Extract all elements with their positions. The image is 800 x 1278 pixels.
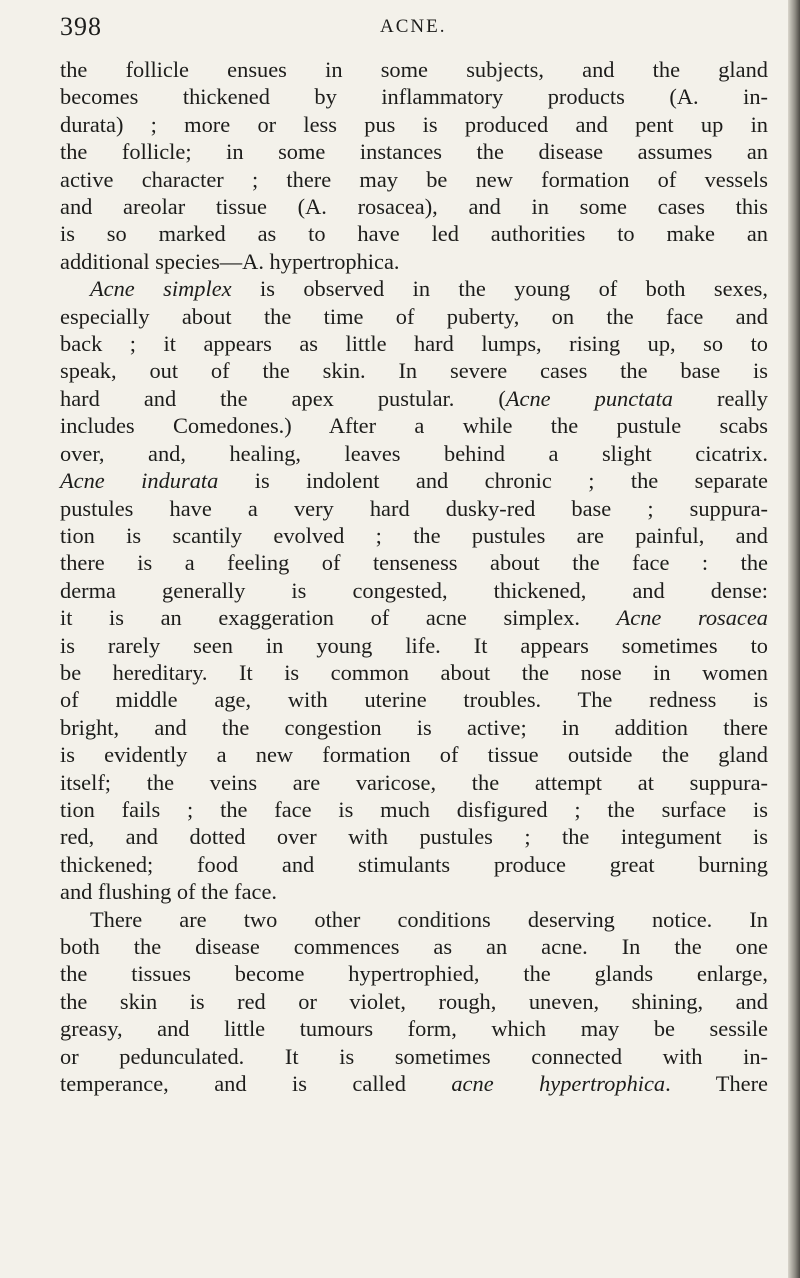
text-line [60,604,768,631]
text-line: active character ; there may be new formation of vessels [60,166,768,192]
text-run: temperance, and is called [60,1071,452,1097]
text-line: and areolar tissue (A. rosacea), and in some cases this [60,194,768,220]
text-line: be hereditary. It is common about the nose in women [60,659,768,685]
text-line [60,275,768,302]
text-line: the follicle; in some instances the disease assumes an [60,139,768,165]
text-line: the skin is red or violet, rough, uneven, shining, and [60,988,768,1014]
text-line: of middle age, with uterine troubles. The redness is [60,687,768,713]
text-line: both the disease commences as an acne. In the one [60,934,768,959]
text-line: tion is scantily evolved ; the pustules are painful, and [60,522,768,548]
text-line: There are two other conditions deserving notice. In [90,906,768,932]
text-line: there is a feeling of tenseness about the face : the [60,550,768,576]
text-line: is evidently a new formation of tissue outside the gland [60,742,768,768]
body-text [60,56,768,1097]
page-number: 398 [60,12,102,41]
page-edge-shadow [788,0,800,1278]
text-line: or pedunculated. It is sometimes connected with in- [60,1043,768,1069]
text-line: tion fails ; the face is much disfigured ; the surface is [60,796,768,822]
text-line: the tissues become hypertrophied, the glands enlarge, [60,961,768,987]
text-line: speak, out of the skin. In severe cases the base is [60,358,768,384]
italic-term: Acne simplex [90,276,232,302]
italic-term: Acne indurata [60,468,219,494]
text-run: really [672,385,768,411]
text-run: is indolent and chronic ; the separate [218,468,768,494]
text-line [60,1070,768,1097]
text-run: hard and the apex pustular. ( [60,385,506,411]
text-line: especially about the time of puberty, on the face and [60,303,768,329]
running-head: ACNE. [380,16,447,37]
text-line: the follicle ensues in some subjects, and the gland [60,57,768,82]
text-line: and flushing of the face. [60,879,277,905]
italic-term: Acne rosacea [616,605,768,631]
italic-term: acne hypertrophica [451,1071,666,1097]
text-line [60,467,768,494]
text-line: itself; the veins are varicose, the attempt at suppura- [60,769,768,795]
text-line: includes Comedones.) After a while the pustule scabs [60,413,768,439]
text-line: is so marked as to have led authorities to make an [60,221,768,247]
text-run: it is an exaggeration of acne simplex. [60,605,617,631]
text-line: back ; it appears as little hard lumps, rising up, so to [60,331,768,357]
text-run: is observed in the young of both sexes, [231,276,768,302]
text-line: bright, and the congestion is active; in addition there [60,714,768,740]
text-line: red, and dotted over with pustules ; the integument is [60,824,768,850]
page-header [60,12,770,42]
text-run: . There [665,1071,768,1097]
text-line: pustules have a very hard dusky-red base ; suppura- [60,495,768,521]
italic-term: Acne punctata [505,385,673,411]
text-line: additional species—A. hypertrophica. [60,248,400,274]
text-line [60,385,768,412]
text-line: greasy, and little tumours form, which may be sessile [60,1016,768,1042]
text-line: becomes thickened by inflammatory products (A. in- [60,84,768,110]
text-line: thickened; food and stimulants produce great burning [60,851,768,877]
text-line: derma generally is congested, thickened, and dense: [60,577,768,603]
text-line: durata) ; more or less pus is produced and pent up in [60,111,768,137]
text-line: is rarely seen in young life. It appears sometimes to [60,632,768,658]
text-line: over, and, healing, leaves behind a slight cicatrix. [60,440,768,466]
